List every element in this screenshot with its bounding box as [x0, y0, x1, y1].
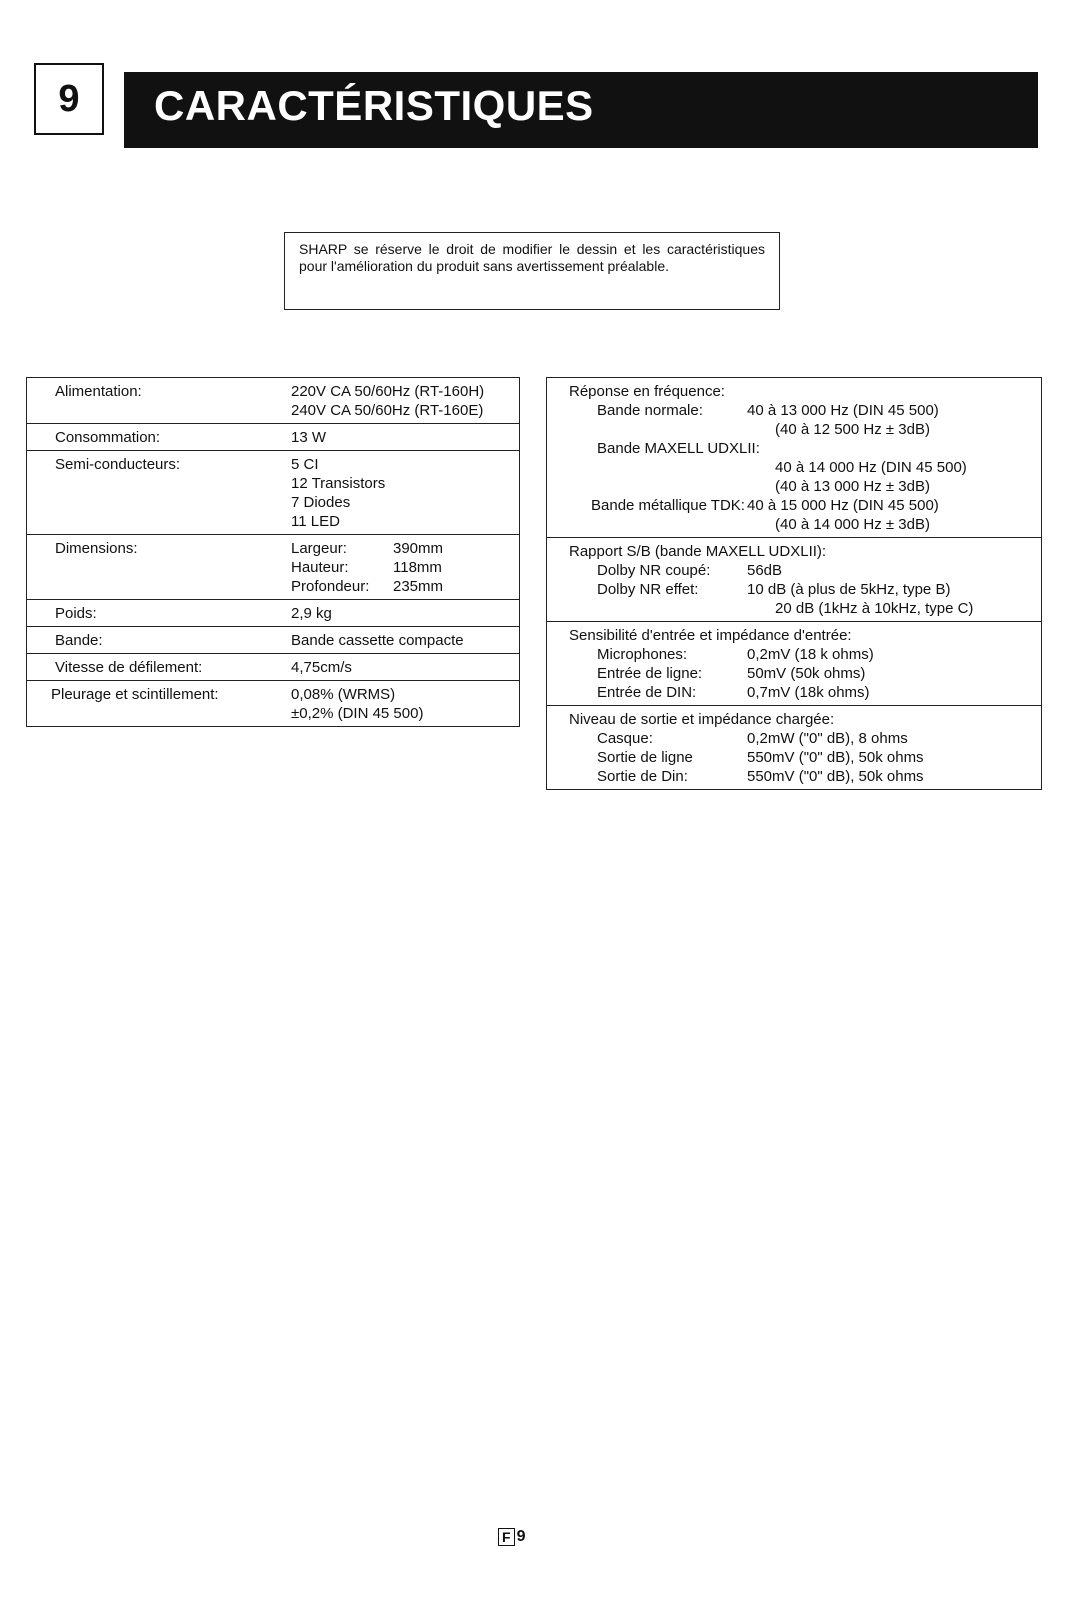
table-row [547, 706, 1042, 790]
spec-key: Bande MAXELL UDXLII: [597, 440, 760, 457]
table-row [27, 451, 520, 535]
table-row [27, 424, 520, 451]
spec-label: Vitesse de défilement: [27, 654, 288, 681]
spec-value: 0,7mV (18k ohms) [747, 684, 870, 701]
notice-box: SHARP se réserve le droit de modifier le dessin et les caractéristiques pour l'amélioration du produit sans avertissement préalable. [284, 232, 780, 310]
spec-value [287, 535, 520, 600]
spec-value: 40 à 13 000 Hz (DIN 45 500) [747, 402, 939, 419]
page-number: 9 [516, 1528, 526, 1545]
spec-value: (40 à 13 000 Hz ± 3dB) [775, 478, 930, 495]
spec-value-line: 240V CA 50/60Hz (RT-160E) [291, 402, 484, 419]
spec-key: Casque: [597, 730, 653, 747]
dimension-row [291, 558, 519, 577]
spec-label: Dimensions: [27, 535, 288, 600]
spec-row [569, 729, 1035, 748]
spec-value: 0,2mW ("0" dB), 8 ohms [747, 730, 908, 747]
table-row [27, 681, 520, 727]
spec-row [569, 664, 1035, 683]
spec-row [569, 748, 1035, 767]
section-number: 9 [34, 63, 104, 135]
dimension-row [291, 539, 519, 558]
dimension-key: Profondeur: [291, 578, 370, 595]
spec-row [569, 767, 1035, 786]
spec-value: 550mV ("0" dB), 50k ohms [747, 768, 924, 785]
spec-value-line: ±0,2% (DIN 45 500) [291, 705, 424, 722]
spec-value-line: 11 LED [291, 513, 340, 530]
spec-group-signal-noise [547, 538, 1042, 622]
dimension-row [291, 577, 519, 596]
spec-row [569, 561, 1035, 580]
dimension-value: 118mm [393, 559, 442, 576]
spec-value-line: 0,08% (WRMS) [291, 686, 396, 703]
spec-value: 10 dB (à plus de 5kHz, type B) [747, 581, 951, 598]
spec-table-right [546, 377, 1042, 790]
table-row [547, 538, 1042, 622]
spec-group-title: Réponse en fréquence: [569, 383, 725, 400]
table-row [27, 378, 520, 424]
spec-value: 40 à 14 000 Hz (DIN 45 500) [775, 459, 967, 476]
spec-group-frequency-response [547, 378, 1042, 538]
table-row [27, 535, 520, 600]
dimension-value: 390mm [393, 540, 444, 557]
spec-value-line: 220V CA 50/60Hz (RT-160H) [291, 383, 485, 400]
spec-value [287, 681, 520, 727]
spec-key: Bande métallique TDK: [591, 497, 745, 514]
dimension-key: Hauteur: [291, 559, 349, 576]
spec-key: Dolby NR effet: [597, 581, 699, 598]
language-letter: F [498, 1528, 515, 1546]
spec-value: 2,9 kg [287, 600, 520, 627]
table-row [547, 378, 1042, 538]
spec-key: Entrée de DIN: [597, 684, 697, 701]
table-row [27, 654, 520, 681]
section-header-bar [124, 72, 1038, 148]
spec-label: Pleurage et scintillement: [27, 681, 288, 727]
spec-group-title: Sensibilité d'entrée et impédance d'entrée: [569, 627, 852, 644]
spec-label: Consommation: [27, 424, 288, 451]
page-footer [498, 1528, 525, 1546]
spec-key: Entrée de ligne: [597, 665, 703, 682]
spec-group-output [547, 706, 1042, 790]
spec-row [569, 683, 1035, 702]
spec-value: 40 à 15 000 Hz (DIN 45 500) [747, 497, 939, 514]
spec-label: Semi-conducteurs: [27, 451, 288, 535]
spec-key: Bande normale: [597, 402, 703, 419]
spec-row [569, 645, 1035, 664]
spec-label: Poids: [27, 600, 288, 627]
dimension-value: 235mm [393, 578, 444, 595]
spec-group-title: Rapport S/B (bande MAXELL UDXLII): [569, 543, 827, 560]
spec-value: 13 W [287, 424, 520, 451]
spec-key: Sortie de Din: [597, 768, 688, 785]
spec-value [287, 378, 520, 424]
spec-value: (40 à 12 500 Hz ± 3dB) [775, 421, 930, 438]
spec-table-left [26, 377, 520, 727]
spec-value-line: 5 CI [291, 456, 319, 473]
spec-value [287, 451, 520, 535]
spec-key: Dolby NR coupé: [597, 562, 711, 579]
spec-value: (40 à 14 000 Hz ± 3dB) [775, 516, 930, 533]
spec-row [569, 401, 1035, 420]
spec-row [569, 496, 1035, 515]
table-row [547, 622, 1042, 706]
spec-value: 0,2mV (18 k ohms) [747, 646, 874, 663]
spec-label: Alimentation: [27, 378, 288, 424]
spec-value: 550mV ("0" dB), 50k ohms [747, 749, 924, 766]
spec-value-line: 12 Transistors [291, 475, 386, 492]
spec-value: 4,75cm/s [287, 654, 520, 681]
spec-group-title: Niveau de sortie et impédance chargée: [569, 711, 835, 728]
dimension-key: Largeur: [291, 540, 347, 557]
spec-value: 50mV (50k ohms) [747, 665, 866, 682]
spec-row [569, 580, 1035, 599]
spec-value: 20 dB (1kHz à 10kHz, type C) [775, 600, 974, 617]
spec-value: 56dB [747, 562, 783, 579]
spec-value: Bande cassette compacte [287, 627, 520, 654]
spec-value-line: 7 Diodes [291, 494, 351, 511]
section-title: CARACTÉRISTIQUES [154, 82, 594, 129]
spec-key: Sortie de ligne [597, 749, 693, 766]
spec-label: Bande: [27, 627, 288, 654]
spec-key: Microphones: [597, 646, 688, 663]
spec-group-input [547, 622, 1042, 706]
table-row [27, 600, 520, 627]
table-row [27, 627, 520, 654]
